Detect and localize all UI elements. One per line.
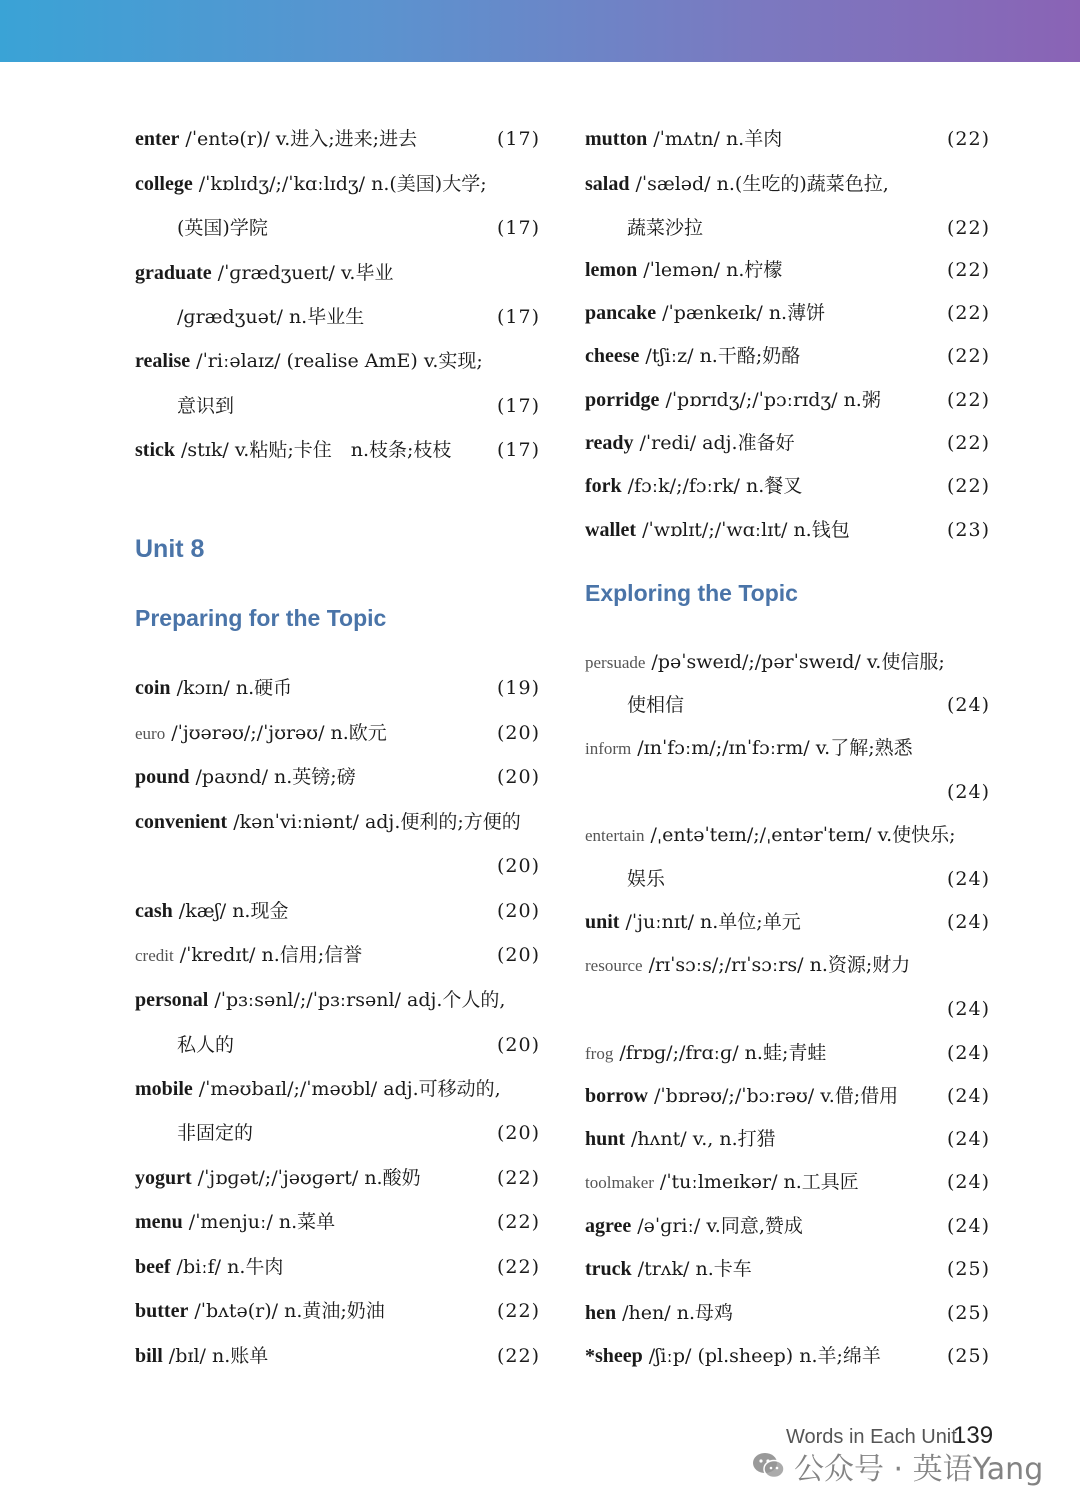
vocab-definition: (pl.sheep) n.羊;绵羊 [697,1345,881,1367]
vocab-word: salad [585,173,630,195]
vocab-entry [585,255,990,285]
vocab-phonetic: /bɪl/ [168,1345,206,1367]
vocab-entry [585,950,990,980]
page-reference: (20) [496,944,540,966]
vocab-phonetic: /rɪˈsɔːs/;/rɪˈsɔːrs/ [648,954,804,976]
vocab-entry [135,169,540,199]
vocab-definition: 意识到 [177,395,235,417]
vocab-phonetic: /ˈjɒɡət/;/ˈjəʊɡərt/ [197,1167,359,1189]
page-reference: (17) [496,128,540,150]
vocab-phonetic: /kæʃ/ [178,900,227,922]
vocab-phonetic: /ˈpɒrɪdʒ/;/ˈpɔːrɪdʒ/ [665,389,838,411]
unit-heading: Unit 8 [135,535,205,563]
vocab-phonetic: /ˈkɒlɪdʒ/;/ˈkɑːlɪdʒ/ [198,173,366,195]
vocab-entry-continuation [135,1030,540,1060]
vocab-phonetic: /ˈɡrædʒueɪt/ [217,262,335,284]
watermark [752,1446,1043,1486]
vocab-word: truck [585,1258,632,1280]
vocab-word: convenient [135,811,228,833]
vocab-entry-continuation [135,213,540,243]
vocab-word: yogurt [135,1167,192,1189]
vocab-word: beef [135,1256,171,1278]
vocab-phonetic: /pəˈsweɪd/;/pərˈsweɪd/ [651,651,861,673]
vocab-word: college [135,173,193,195]
vocab-definition: n.母鸡 [676,1302,733,1324]
vocab-definition: n.账单 [211,1345,269,1367]
vocab-definition: n.现金 [232,900,289,922]
vocab-definition: (英国)学院 [177,217,268,239]
vocab-word: credit [135,946,174,965]
page-reference: (17) [496,217,540,239]
vocab-word: *sheep [585,1345,643,1367]
vocab-word: pound [135,766,190,788]
vocab-entry [585,471,990,501]
vocab-definition: n.蛙;青蛙 [744,1042,827,1064]
vocab-entry [135,1341,540,1371]
vocab-phonetic: /ˈkredɪt/ [179,944,256,966]
page-reference: (22) [496,1345,540,1367]
page-reference: (25) [946,1258,990,1280]
vocab-entry [585,733,990,763]
vocab-entry-continuation [585,994,990,1024]
vocab-entry-continuation [585,777,990,807]
vocab-word: borrow [585,1085,648,1107]
vocab-definition: n.信用;信誉 [261,944,363,966]
page-reference: (23) [946,519,990,541]
vocab-phonetic: /ˌentəˈteɪn/;/ˌentərˈteɪn/ [650,824,872,846]
page-reference: (22) [946,389,990,411]
vocab-definition: v.使快乐; [877,824,956,846]
vocab-entry-continuation [135,1118,540,1148]
top-color-band [0,0,1080,62]
page-reference: (24) [946,694,990,716]
vocab-definition: 私人的 [177,1034,235,1056]
page-reference: (22) [946,217,990,239]
vocab-definition: n.牛肉 [227,1256,284,1278]
vocab-phonetic: /ɪnˈfɔːm/;/ɪnˈfɔːrm/ [637,737,810,759]
vocab-definition: n.资源;财力 [809,954,911,976]
vocab-entry [585,124,990,154]
vocab-word: mobile [135,1078,193,1100]
page-reference: (24) [946,1215,990,1237]
vocab-entry [585,1298,990,1328]
vocab-entry [135,673,540,703]
page-reference: (24) [946,1085,990,1107]
vocab-entry [135,258,540,288]
page-reference: (17) [496,306,540,328]
vocab-phonetic: /əˈɡriː/ [637,1215,701,1237]
vocab-definition: n.卡车 [695,1258,752,1280]
vocab-word: pancake [585,302,657,324]
vocab-phonetic: /tʃiːz/ [645,345,694,367]
footer-title: Words in Each Unit [786,1426,957,1448]
vocab-word: agree [585,1215,632,1237]
vocab-entry-continuation [135,302,540,332]
page-reference: (17) [496,439,540,461]
vocab-definition: n.黄油;奶油 [284,1300,385,1322]
vocab-phonetic: /ˈriːəlaɪz/ [196,350,281,372]
vocab-definition: 蔬菜沙拉 [627,217,704,239]
vocab-phonetic: /ˈsæləd/ [635,173,711,195]
page-reference: (20) [496,1122,540,1144]
vocab-phonetic: /trʌk/ [637,1258,690,1280]
page-reference: (24) [946,998,990,1020]
vocab-definition: n.粥 [843,389,881,411]
vocab-entry [135,762,540,792]
vocab-phonetic: /ˈbɒrəʊ/;/ˈbɔːrəʊ/ [653,1085,815,1107]
vocab-entry [135,807,540,837]
vocab-entry [135,718,540,748]
vocab-definition: v.粘贴;卡住 n.枝条;枝枝 [234,439,452,461]
vocab-entry [585,428,990,458]
vocab-entry [585,1211,990,1241]
vocab-entry-continuation [585,690,990,720]
vocab-word: euro [135,724,166,743]
page-reference: (25) [946,1302,990,1324]
vocab-word: bill [135,1345,163,1367]
vocab-phonetic: /ˈpænkeɪk/ [662,302,763,324]
vocab-definition: 非固定的 [177,1122,254,1144]
vocab-definition: v.毕业 [340,262,394,284]
vocab-definition: v., n.打猎 [692,1128,776,1150]
page-reference: (22) [946,345,990,367]
vocab-definition: n.羊肉 [725,128,783,150]
vocab-entry [135,435,540,465]
watermark-text: 公众号 · 英语Yang [794,1452,1044,1487]
vocab-word: graduate [135,262,212,284]
vocab-phonetic: /ˈwɒlɪt/;/ˈwɑːlɪt/ [642,519,788,541]
vocab-phonetic: /hen/ [622,1302,671,1324]
vocab-word: cash [135,900,173,922]
vocab-entry [585,1124,990,1154]
vocab-word: menu [135,1211,183,1233]
vocab-definition: (realise AmE) v.实现; [286,350,483,372]
vocab-phonetic: /kɔɪn/ [176,677,230,699]
vocab-definition: v.借;借用 [820,1085,899,1107]
vocab-word: enter [135,128,180,150]
vocab-entry [585,515,990,545]
vocab-entry [585,1038,990,1068]
vocab-word: hen [585,1302,617,1324]
vocab-definition: n.工具匠 [783,1171,859,1193]
vocab-phonetic: /ˈjʊərəʊ/;/ˈjʊrəʊ/ [171,722,325,744]
vocab-phonetic: /ˈmenjuː/ [188,1211,273,1233]
vocab-word: porridge [585,389,660,411]
vocab-entry-continuation [135,391,540,421]
vocab-entry-continuation [135,851,540,881]
page-reference: (22) [946,432,990,454]
vocab-word: stick [135,439,175,461]
vocab-entry [585,647,990,677]
vocab-entry [585,1341,990,1371]
vocab-phonetic: /ˈtuːlmeɪkər/ [659,1171,778,1193]
vocab-definition: n.单位;单元 [700,911,801,933]
vocab-word: personal [135,989,209,1011]
vocab-definition: n.英镑;磅 [274,766,356,788]
vocab-entry [585,1254,990,1284]
section-heading: Preparing for the Topic [135,605,387,631]
vocab-entry [135,1074,540,1104]
page-reference: (20) [496,766,540,788]
vocab-entry [135,940,540,970]
vocab-entry [585,169,990,199]
vocab-entry [135,124,540,154]
vocab-definition: v.进入;进来;进去 [275,128,418,150]
vocab-entry-continuation [585,864,990,894]
vocab-definition: 使相信 [627,694,685,716]
vocab-definition: n.干酪;奶酪 [699,345,801,367]
vocab-phonetic: /hʌnt/ [631,1128,687,1150]
vocab-entry [135,1252,540,1282]
vocab-word: cheese [585,345,640,367]
page-reference: (22) [496,1300,540,1322]
page-reference: (22) [946,475,990,497]
vocab-definition: n.菜单 [278,1211,336,1233]
vocab-definition: v.使信服; [866,651,945,673]
page-reference: (22) [496,1211,540,1233]
vocab-definition: 娱乐 [627,868,666,890]
vocab-phonetic: /ˈentə(r)/ [185,128,270,150]
vocab-definition: v.同意,赞成 [706,1215,803,1237]
page-reference: (20) [496,855,540,877]
page-reference: (24) [946,781,990,803]
vocab-phonetic: /ˈlemən/ [643,259,721,281]
page-reference: (19) [496,677,540,699]
vocab-word: coin [135,677,171,699]
page-reference: (22) [496,1167,540,1189]
vocab-word: entertain [585,826,645,845]
vocab-definition: n.酸奶 [364,1167,421,1189]
vocab-entry-continuation [585,213,990,243]
vocab-phonetic: /biːf/ [176,1256,222,1278]
vocab-phonetic: /frɒɡ/;/frɑːɡ/ [619,1042,739,1064]
page-number: 139 [953,1422,994,1449]
vocab-phonetic: /ˈjuːnɪt/ [625,911,694,933]
vocab-entry [585,1167,990,1197]
vocab-phonetic: /kənˈviːniənt/ [233,811,359,833]
vocab-entry [135,896,540,926]
wechat-icon [752,1451,786,1481]
vocab-word: mutton [585,128,648,150]
vocab-entry [585,298,990,328]
page-reference: (22) [946,259,990,281]
page-reference: (24) [946,911,990,933]
vocab-phonetic: /ˈredi/ [639,432,697,454]
vocab-entry [135,1207,540,1237]
vocab-word: ready [585,432,634,454]
vocab-definition: n.欧元 [330,722,387,744]
vocab-entry [135,346,540,376]
page-reference: (22) [946,302,990,324]
vocab-word: unit [585,911,620,933]
vocab-entry [585,385,990,415]
vocab-definition: adj.准备好 [702,432,795,454]
vocab-entry [135,1296,540,1326]
vocab-definition: adj.便利的;方便的 [364,811,521,833]
vocab-phonetic: /paʊnd/ [195,766,268,788]
vocab-word: wallet [585,519,637,541]
page-reference: (24) [946,868,990,890]
vocab-entry [585,1081,990,1111]
vocab-definition: n.(美国)大学; [371,173,487,195]
vocab-entry [135,985,540,1015]
vocab-definition: adj.个人的, [407,989,506,1011]
vocab-definition: n.柠檬 [726,259,783,281]
vocab-phonetic: /ˈmʌtn/ [653,128,720,150]
vocab-word: hunt [585,1128,626,1150]
vocab-phonetic: /fɔːk/;/fɔːrk/ [627,475,740,497]
vocab-word: lemon [585,259,638,281]
vocab-phonetic: /ˈpɜːsənl/;/ˈpɜːrsənl/ [214,989,401,1011]
vocab-word: toolmaker [585,1173,654,1192]
page-reference: (22) [946,128,990,150]
vocab-phonetic: /ʃiːp/ [648,1345,692,1367]
vocab-word: persuade [585,653,646,672]
section-heading: Exploring the Topic [585,580,798,606]
vocab-phonetic: /stɪk/ [181,439,229,461]
vocab-definition: n.钱包 [793,519,850,541]
vocab-definition: adj.可移动的, [383,1078,501,1100]
vocab-word: inform [585,739,632,758]
page-reference: (24) [946,1042,990,1064]
vocab-definition: v.了解;熟悉 [815,737,913,759]
vocab-entry [585,341,990,371]
vocab-definition: n.薄饼 [768,302,826,324]
vocab-phonetic: /ˈbʌtə(r)/ [194,1300,279,1322]
page-reference: (20) [496,900,540,922]
page-reference: (25) [946,1345,990,1367]
page-reference: (17) [496,395,540,417]
page-reference: (22) [496,1256,540,1278]
vocab-entry [585,820,990,850]
vocab-word: resource [585,956,643,975]
page-reference: (24) [946,1128,990,1150]
vocab-word: realise [135,350,191,372]
vocab-word: fork [585,475,622,497]
vocab-word: frog [585,1044,614,1063]
vocab-definition: n.餐叉 [745,475,803,497]
vocab-definition: /ɡrædʒuət/ n.毕业生 [177,306,365,328]
vocab-definition: n.硬币 [235,677,293,699]
vocab-phonetic: /ˈməʊbaɪl/;/ˈməʊbl/ [198,1078,378,1100]
page-reference: (24) [946,1171,990,1193]
vocab-entry [585,907,990,937]
page-reference: (20) [496,722,540,744]
vocab-definition: n.(生吃的)蔬菜色拉, [716,173,889,195]
vocab-entry [135,1163,540,1193]
vocab-word: butter [135,1300,189,1322]
page-reference: (20) [496,1034,540,1056]
